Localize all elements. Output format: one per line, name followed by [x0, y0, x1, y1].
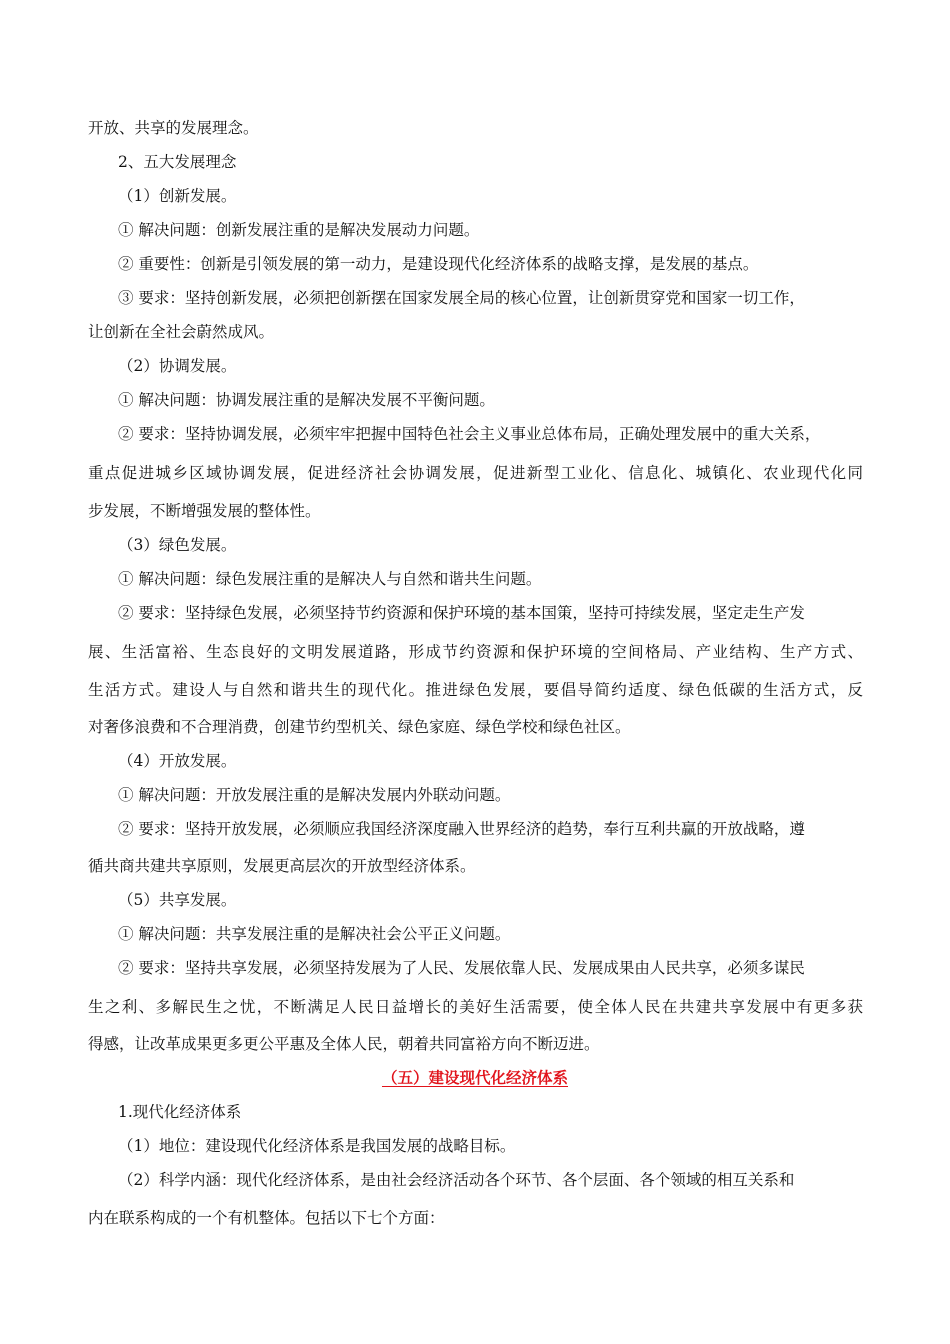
section-heading: （五）建设现代化经济体系 [381, 1068, 568, 1087]
text-line: ② 重要性：创新是引领发展的第一动力，是建设现代化经济体系的战略支撑，是发展的基点。 [118, 255, 759, 273]
text-line: ① 解决问题：共享发展注重的是解决社会公平正义问题。 [118, 925, 511, 943]
text-line: （2）科学内涵：现代化经济体系，是由社会经济活动各个环节、各个层面、各个领域的相互关系和 [118, 1171, 795, 1189]
text-line: ③ 要求：坚持创新发展，必须把创新摆在国家发展全局的核心位置，让创新贯穿党和国家一切工作， [118, 289, 805, 307]
text-line: ② 要求：坚持协调发展，必须牢牢把握中国特色社会主义事业总体布局，正确处理发展中的重大关系， [118, 425, 821, 443]
text-line: 生之利、多解民生之忧，不断满足人民日益增长的美好生活需要，使全体人民在共建共享发展中有更多获 [88, 998, 863, 1016]
text-line: 重点促进城乡区域协调发展，促进经济社会协调发展，促进新型工业化、信息化、城镇化、农业现代化同 [88, 464, 863, 482]
text-line: ② 要求：坚持开放发展，必须顺应我国经济深度融入世界经济的趋势，奉行互利共赢的开放战略，遵 [118, 820, 805, 838]
item-heading-green: （3）绿色发展。 [118, 536, 237, 554]
text-line: ② 要求：坚持共享发展，必须坚持发展为了人民、发展依靠人民、发展成果由人民共享，必须多谋民 [118, 959, 805, 977]
text-line: ① 解决问题：协调发展注重的是解决发展不平衡问题。 [118, 391, 495, 409]
text-line: ② 要求：坚持绿色发展，必须坚持节约资源和保护环境的基本国策，坚持可持续发展，坚定走生产发 [118, 604, 805, 622]
text-line: 开放、共享的发展理念。 [88, 119, 259, 137]
text-line: 得感，让改革成果更多更公平惠及全体人民，朝着共同富裕方向不断迈进。 [88, 1035, 600, 1053]
text-line: 展、生活富裕、生态良好的文明发展道路，形成节约资源和保护环境的空间格局、产业结构、生产方式、 [88, 643, 863, 661]
text-line: （1）地位：建设现代化经济体系是我国发展的战略目标。 [118, 1137, 516, 1155]
item-heading-innovation: （1）创新发展。 [118, 187, 237, 205]
subheading-five-concepts: 2、五大发展理念 [118, 153, 237, 171]
item-heading-coordination: （2）协调发展。 [118, 357, 237, 375]
text-line: 步发展，不断增强发展的整体性。 [88, 502, 321, 520]
text-line: 生活方式。建设人与自然和谐共生的现代化。推进绿色发展，要倡导简约适度、绿色低碳的生活方式，反 [88, 681, 863, 699]
text-line: 循共商共建共享原则，发展更高层次的开放型经济体系。 [88, 857, 476, 875]
text-line: ① 解决问题：绿色发展注重的是解决人与自然和谐共生问题。 [118, 570, 542, 588]
text-line: 让创新在全社会蔚然成风。 [88, 323, 275, 341]
text-line: ① 解决问题：开放发展注重的是解决发展内外联动问题。 [118, 786, 511, 804]
text-line: 对奢侈浪费和不合理消费，创建节约型机关、绿色家庭、绿色学校和绿色社区。 [88, 718, 631, 736]
item-heading-opening: （4）开放发展。 [118, 752, 237, 770]
text-line: ① 解决问题：创新发展注重的是解决发展动力问题。 [118, 221, 480, 239]
text-line: 内在联系构成的一个有机整体。包括以下七个方面： [88, 1209, 445, 1227]
subheading-modern-economy: 1.现代化经济体系 [118, 1103, 242, 1121]
item-heading-sharing: （5）共享发展。 [118, 891, 237, 909]
